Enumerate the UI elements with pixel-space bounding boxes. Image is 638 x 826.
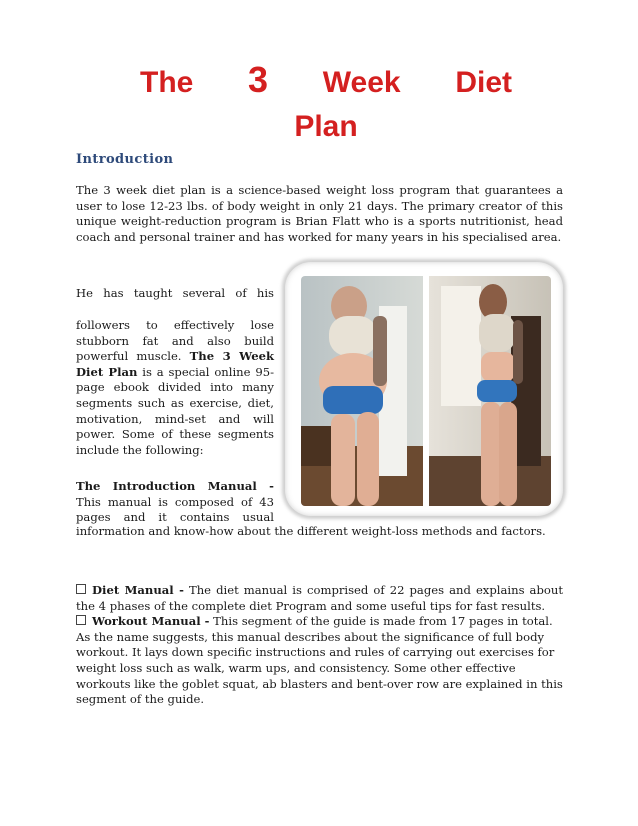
- intro-manual-paragraph: [76, 479, 274, 526]
- followers-bold: The 3 Week Diet Plan: [76, 349, 275, 379]
- title-word-diet: Diet: [455, 66, 512, 99]
- followers-text-2: is a special online 95-page ebook divided into many segments such as exercise, diet, motivation, mind-set and will power. Some of these segments include the following:: [76, 364, 274, 457]
- section-heading: Introduction: [76, 152, 174, 167]
- intro-manual-label: The Introduction Manual -: [76, 479, 274, 493]
- before-after-photo: [301, 276, 551, 506]
- intro-paragraph: The 3 week diet plan is a science-based weight loss program that guarantees a user to lose 12-23 lbs. of body weight in only 21 days. The primary creator of this unique weight-reduction program is Brian Flatt who is a sports nutritionist, head coach and personal trainer and has worked for many years in his specialised area.: [76, 183, 563, 244]
- bullet-box-icon: [76, 615, 86, 625]
- workout-manual-label: Workout Manual -: [92, 614, 210, 629]
- list-item-workout-manual: [76, 614, 563, 708]
- title-number: 3: [248, 59, 269, 100]
- diet-manual-text: The diet manual is comprised of 22 pages and explains about the 4 phases of the complete diet Program and some useful tips for fast results.: [76, 583, 563, 613]
- document-title: [140, 58, 512, 149]
- taught-text: He has taught several of his: [76, 286, 274, 300]
- list-item-diet-manual: [76, 583, 563, 614]
- intro-manual-text: This manual is composed of 43 pages and it contains usual: [76, 494, 274, 525]
- title-word-plan: Plan: [294, 110, 358, 143]
- workout-manual-text: This segment of the guide is made from 17 pages in total. As the name suggests, this manual describes about the significance of full body workout. It lays down specific instructions and rules of carrying out exercises for weight loss such as walk, warm ups, and consistency. Some other effective workouts like the goblet squat, ab blasters and bent-over row are explained in this segment of the guide.: [76, 614, 563, 707]
- title-word-the: The: [140, 66, 194, 99]
- followers-text-1: followers to effectively lose stubborn fat and also build powerful muscle.: [76, 318, 274, 364]
- title-word-week: Week: [322, 66, 401, 99]
- taught-line: [76, 286, 274, 302]
- intro-manual-continued: information and know-how about the different weight-loss methods and factors.: [76, 524, 546, 538]
- bullet-box-icon: [76, 584, 86, 594]
- segment-list: [76, 583, 563, 708]
- diet-manual-label: Diet Manual -: [92, 583, 184, 597]
- followers-paragraph: [76, 318, 274, 458]
